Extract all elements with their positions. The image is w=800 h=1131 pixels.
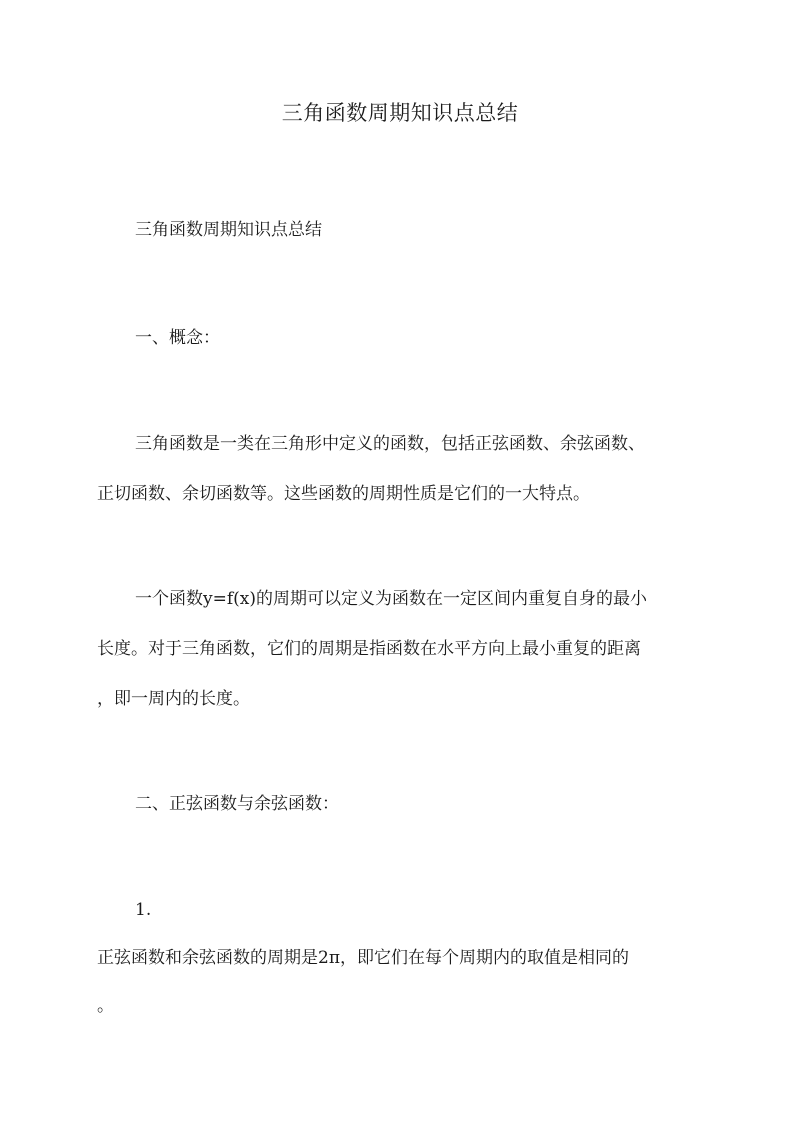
document-subtitle: 三角函数周期知识点总结 bbox=[135, 220, 322, 240]
paragraph-line: 一个函数y=f(x)的周期可以定义为函数在一定区间内重复自身的最小 bbox=[135, 589, 647, 609]
document-title: 三角函数周期知识点总结 bbox=[281, 101, 519, 125]
paragraph-line: 。 bbox=[97, 996, 114, 1016]
paragraph-line: ，即一周内的长度。 bbox=[97, 689, 250, 709]
paragraph-line: 三角函数是一类在三角形中定义的函数，包括正弦函数、余弦函数、 bbox=[135, 434, 645, 454]
list-item-number: 1. bbox=[135, 900, 152, 920]
paragraph-line: 正弦函数和余弦函数的周期是2π，即它们在每个周期内的取值是相同的 bbox=[97, 948, 629, 968]
section-heading-concept: 一、概念： bbox=[135, 328, 220, 348]
paragraph-line: 正切函数、余切函数等。这些函数的周期性质是它们的一大特点。 bbox=[97, 484, 590, 504]
paragraph-line: 长度。对于三角函数，它们的周期是指函数在水平方向上最小重复的距离 bbox=[97, 639, 641, 659]
section-heading-sine-cosine: 二、正弦函数与余弦函数： bbox=[135, 794, 339, 814]
